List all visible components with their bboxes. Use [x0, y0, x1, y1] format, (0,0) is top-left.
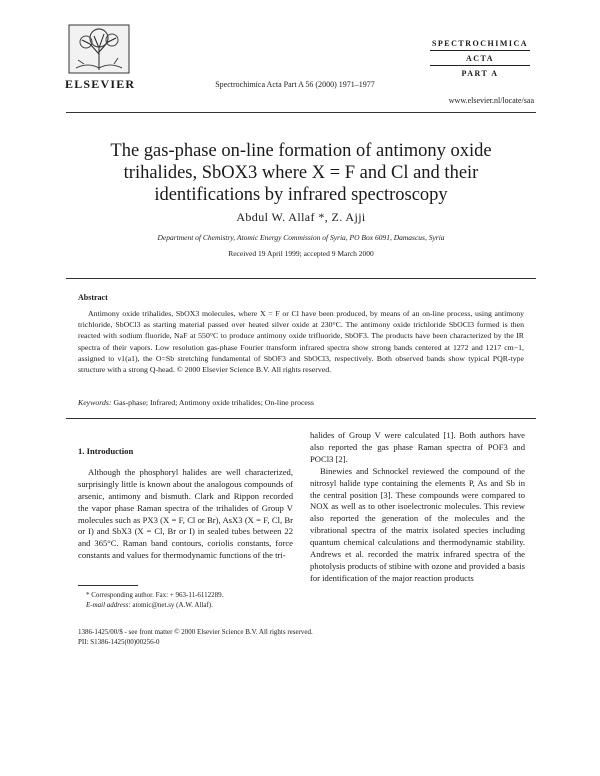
email-address[interactable]: atomic@net.sy (A.W. Allaf).: [132, 601, 213, 609]
article-title: [66, 140, 536, 206]
abstract-heading: Abstract: [78, 293, 108, 302]
pii-line: PII: S1386-1425(00)00256-0: [78, 638, 160, 646]
abstract-text: Antimony oxide trihalides, SbOX3 molecules, where X = F or Cl have been produced, by means of an on-line process, using antimony trichloride, SbOCl3 as starting material passed over heated silver oxide at 230°C. The antimony oxide trichloride SbOCl3 formed is then reacted with sodium fluoride, NaF at 550°C to produce antimony oxide trifluoride, SbOF3. The products have been characterized by the IR spectra of their vapors. Low resolution gas-phase Fourier transform infrared spectra show strong bands centered at 1272 and 1217 cm−1, assigned to ν1(a1), the O=Sb stretching fundamental of SbOF3 and SbOCl3, respectively. Both observed bands show typical PQR-type structure with a strong Q-head. © 2000 Elsevier Science B.V. All rights reserved.: [78, 309, 524, 375]
keywords-list: Gas-phase; Infrared; Antimony oxide trihalides; On-line process: [113, 398, 314, 407]
title-line-3: identifications by infrared spectroscopy: [154, 185, 448, 205]
keywords: [78, 398, 524, 407]
intro-paragraph-2: Binewies and Schnockel reviewed the compound of the nitrosyl halide type containing the elements P, As and Sb in the central position [3]. These compounds were compared to NOX as well as to other isoelectronic molecules. This review also reported the generation of the molecules and the vibrational spectra of the matrix isolated species including quantum chemical calculations and thermodynamic stability. Andrews et al. recorded the matrix infrared spectra of the photolysis products of stibine with ozone and provided a basis for identification of the major reaction products: [310, 465, 525, 583]
title-line-1: The gas-phase on-line formation of antimony oxide: [110, 141, 492, 161]
title-line-2: trihalides, SbOX3 where X = F and Cl and their: [123, 163, 479, 183]
copyright-block: [78, 627, 313, 647]
section-heading: 1. Introduction: [78, 446, 134, 456]
body-column-left: [78, 446, 293, 562]
body-column-right: [310, 430, 525, 585]
journal-logo-line-2: ACTA: [465, 54, 495, 63]
footnote: [78, 590, 293, 610]
journal-logo-rule: [430, 65, 530, 66]
elsevier-tree-logo: [68, 24, 130, 74]
author-affiliation: Department of Chemistry, Atomic Energy Commission of Syria, PO Box 6091, Damascus, Syria: [157, 233, 445, 242]
intro-paragraph-1: Although the phosphoryl halides are well characterized, surprisingly little is known about the analogous compounds of arsenic, antimony and bismuth. Clark and Rippon recorded the vapor phase Raman spectra of the trihalides of Group V molecules such as PX3 (X = F, Cl or Br), AsX3 (X = F, Cl, Br or I) and SbX3 (X = Cl, Br or I) in sealed tubes between 22 and 365°C. Raman band contours, coriolis constants, force constants and values for thermodynamic functions of the tri-: [78, 466, 293, 561]
issn-line: 1386-1425/00/$ - see front matter © 2000 Elsevier Science B.V. All rights reserved.: [78, 628, 313, 636]
keywords-label: Keywords:: [78, 398, 112, 407]
corresponding-author-note: * Corresponding author. Fax: + 963-11-6112289.: [86, 591, 224, 599]
journal-logo: [430, 38, 530, 79]
received-dates: Received 19 April 1999; accepted 9 March 2000: [228, 249, 374, 258]
publisher-name: ELSEVIER: [65, 77, 136, 91]
abstract-top-divider: [66, 278, 536, 279]
journal-logo-line-3: PART A: [461, 69, 499, 78]
journal-logo-rule: [430, 50, 530, 51]
email-label: E-mail address:: [86, 601, 131, 609]
article-authors: Abdul W. Allaf *, Z. Ajji: [236, 210, 366, 224]
intro-paragraph-continued: halides of Group V were calculated [1]. Both authors have also reported the gas phase Raman spectra of POF3 and POCl3 [2].: [310, 430, 525, 464]
footnote-rule: [78, 585, 138, 586]
abstract-bottom-divider: [66, 418, 536, 419]
email-note: [78, 600, 293, 610]
journal-logo-line-1: SPECTROCHIMICA: [431, 39, 529, 48]
journal-citation: Spectrochimica Acta Part A 56 (2000) 1971–1977: [215, 80, 375, 89]
journal-website-link[interactable]: www.elsevier.nl/locate/saa: [448, 96, 534, 105]
header-divider: [66, 112, 536, 113]
